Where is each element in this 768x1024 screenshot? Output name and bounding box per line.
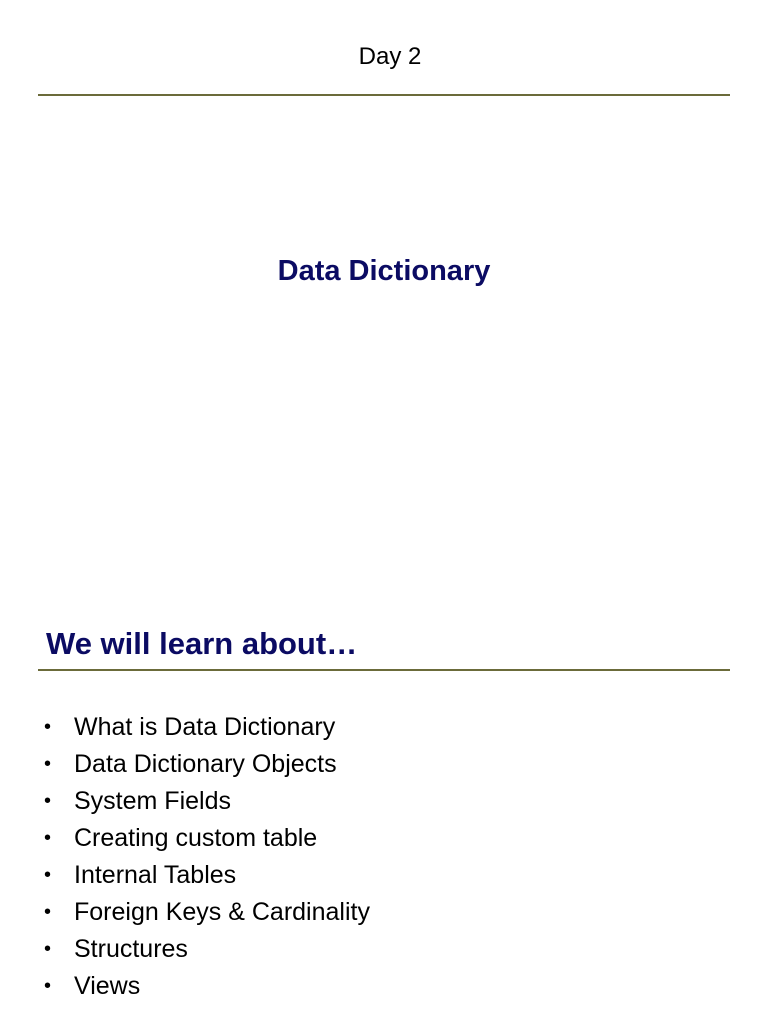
list-item-label: System Fields <box>74 787 231 815</box>
list-item <box>40 746 370 783</box>
list-item-label: Views <box>74 972 141 1000</box>
main-title: Data Dictionary <box>277 255 491 287</box>
list-item <box>40 931 370 968</box>
slide-header-title: Day 2 <box>358 43 422 70</box>
list-item-label: Structures <box>74 935 188 963</box>
list-item-label: Creating custom table <box>74 824 318 852</box>
bullet-icon: • <box>44 938 52 960</box>
list-item-label: Internal Tables <box>74 861 237 889</box>
section-heading: We will learn about… <box>46 626 358 661</box>
list-item <box>40 709 370 746</box>
bullet-icon: • <box>44 975 52 997</box>
list-item <box>40 894 370 931</box>
list-item <box>40 820 370 857</box>
header-divider <box>38 94 730 96</box>
list-item-label: What is Data Dictionary <box>74 713 336 741</box>
list-item <box>40 857 370 894</box>
list-item-label: Data Dictionary Objects <box>74 750 337 778</box>
list-item <box>40 783 370 820</box>
bullet-icon: • <box>44 753 52 775</box>
section-divider <box>38 669 730 671</box>
list-item-label: Foreign Keys & Cardinality <box>74 898 370 926</box>
list-item <box>40 968 370 1005</box>
bullet-icon: • <box>44 901 52 923</box>
bullet-icon: • <box>44 827 52 849</box>
bullet-icon: • <box>44 790 52 812</box>
topic-list <box>40 709 370 1005</box>
bullet-icon: • <box>44 864 52 886</box>
bullet-icon: • <box>44 716 52 738</box>
